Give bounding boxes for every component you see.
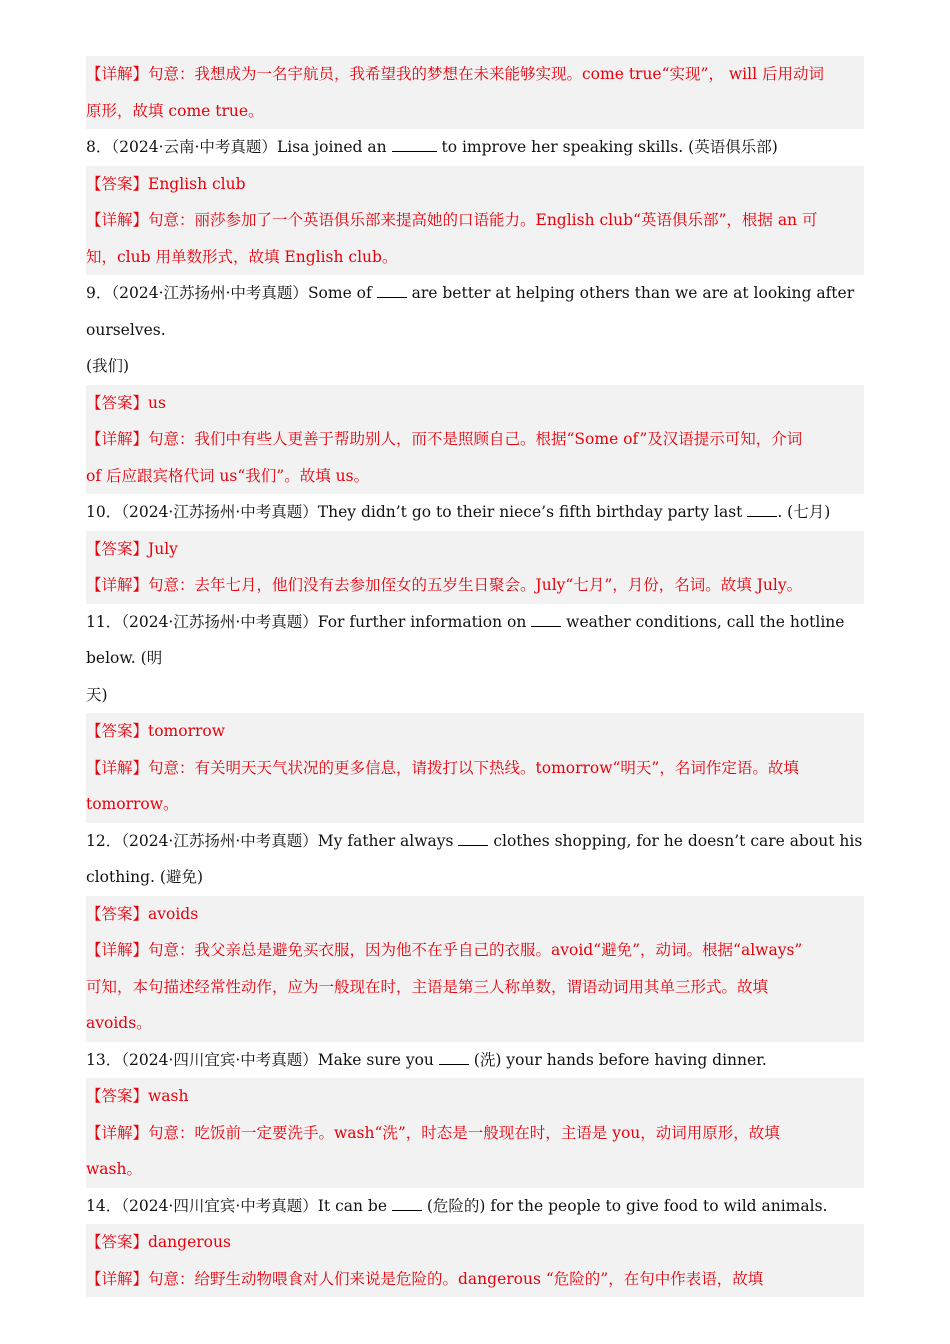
- question-9-line2: (我们): [86, 357, 130, 375]
- detail-line: 【详解】句意：给野生动物喂食对人们来说是危险的。dangerous “危险的”，在句中作表语，故填: [86, 1269, 764, 1288]
- answer-blank: [392, 137, 437, 152]
- question-text-after: clothes shopping, for he doesn’t care about his: [488, 831, 863, 850]
- question-number: 8．: [86, 138, 112, 156]
- question-12-line2: clothing. (避免): [86, 868, 203, 886]
- answer-line: 【答案】dangerous: [86, 1233, 231, 1251]
- document-page: [86, 56, 864, 1297]
- question-9: [86, 275, 864, 348]
- answer-block-8: [86, 166, 864, 276]
- answer-line: 【答案】English club: [86, 174, 246, 193]
- question-text-before: Lisa joined an: [276, 138, 392, 156]
- question-10: [86, 494, 864, 531]
- detail-line: 【详解】句意：我们中有些人更善于帮助别人，而不是照顾自己。根据“Some of”及汉语提示可知，介词: [86, 430, 803, 448]
- question-number: 12．: [86, 831, 122, 850]
- question-14: [86, 1188, 864, 1225]
- answer-line: 【答案】July: [86, 539, 178, 558]
- question-11-line2: 天): [86, 685, 108, 704]
- detail-line: tomorrow。: [86, 795, 179, 813]
- answer-blank: [458, 831, 488, 846]
- answer-block-9: [86, 385, 864, 495]
- question-text-after: weather conditions, call the hotline below. (明: [86, 612, 845, 667]
- answer-line: 【答案】wash: [86, 1087, 189, 1105]
- question-number: 9．: [86, 284, 112, 302]
- question-text-before: It can be: [317, 1196, 392, 1215]
- question-text-before: Some of: [307, 284, 377, 302]
- question-text-after: . (七月): [777, 503, 831, 521]
- answer-line: 【答案】avoids: [86, 904, 199, 923]
- question-source: （2024·云南·中考真题）: [111, 138, 277, 156]
- question-source: （2024·江苏扬州·中考真题）: [121, 503, 318, 521]
- detail-line: 【详解】句意：去年七月，他们没有去参加侄女的五岁生日聚会。July“七月”，月份，名词。故填 July。: [86, 576, 803, 594]
- answer-block-14: [86, 1224, 864, 1297]
- question-text-after: are better at helping others than we are at looking after ourselves.: [86, 284, 855, 339]
- question-number: 10．: [86, 503, 122, 521]
- answer-blank: [747, 502, 777, 517]
- question-text-before: They didn’t go to their niece’s fifth birthday party last: [317, 503, 748, 521]
- detail-line: avoids。: [86, 1014, 152, 1032]
- question-11: [86, 604, 864, 677]
- question-number: 11．: [86, 612, 122, 631]
- question-text-after: to improve her speaking skills. (英语俱乐部): [436, 138, 778, 156]
- detail-block: [86, 56, 864, 129]
- answer-block-13: [86, 1078, 864, 1188]
- question-number: 13．: [86, 1050, 122, 1069]
- question-text-after: (危险的) for the people to give food to wild animals.: [421, 1196, 828, 1215]
- detail-line: 【详解】句意：我想成为一名宇航员，我希望我的梦想在未来能够实现。come true“实现”， will 后用动词: [86, 65, 824, 83]
- question-source: （2024·江苏扬州·中考真题）: [121, 612, 318, 631]
- detail-line: of 后应跟宾格代词 us“我们”。故填 us。: [86, 466, 370, 485]
- question-source: （2024·四川宜宾·中考真题）: [121, 1050, 318, 1069]
- question-text-before: Make sure you: [317, 1050, 439, 1069]
- answer-block-10: [86, 531, 864, 604]
- question-8: [86, 129, 864, 166]
- question-12: [86, 823, 864, 860]
- answer-blank: [392, 1196, 422, 1211]
- detail-line: 【详解】句意：我父亲总是避免买衣服，因为他不在乎自己的衣服。avoid“避免”，动词。根据“always”: [86, 941, 803, 959]
- answer-block-12: [86, 896, 864, 1042]
- detail-line: 知，club 用单数形式，故填 English club。: [86, 247, 398, 266]
- question-text-before: My father always: [317, 831, 459, 850]
- answer-line: 【答案】us: [86, 393, 166, 412]
- question-source: （2024·江苏扬州·中考真题）: [121, 831, 318, 850]
- question-source: （2024·江苏扬州·中考真题）: [111, 284, 308, 302]
- answer-blank: [531, 612, 561, 627]
- detail-line: 【详解】句意：丽莎参加了一个英语俱乐部来提高她的口语能力。English club“英语俱乐部”，根据 an 可: [86, 211, 818, 229]
- detail-line: 可知，本句描述经常性动作，应为一般现在时，主语是第三人称单数，谓语动词用其单三形式。故填: [86, 977, 769, 996]
- answer-line: 【答案】tomorrow: [86, 722, 226, 740]
- detail-line: 原形，故填 come true。: [86, 101, 264, 120]
- answer-blank: [439, 1050, 469, 1065]
- answer-blank: [377, 283, 407, 298]
- detail-line: wash。: [86, 1160, 142, 1178]
- answer-block-11: [86, 713, 864, 823]
- detail-line: 【详解】句意：吃饭前一定要洗手。wash“洗”，时态是一般现在时，主语是 you，动词用原形，故填: [86, 1123, 780, 1142]
- question-13: [86, 1042, 864, 1079]
- question-source: （2024·四川宜宾·中考真题）: [121, 1196, 318, 1215]
- detail-line: 【详解】句意：有关明天天气状况的更多信息，请拨打以下热线。tomorrow“明天”，名词作定语。故填: [86, 758, 799, 777]
- question-text-before: For further information on: [317, 612, 532, 631]
- question-text-after: (洗) your hands before having dinner.: [468, 1050, 767, 1069]
- question-number: 14．: [86, 1196, 122, 1215]
